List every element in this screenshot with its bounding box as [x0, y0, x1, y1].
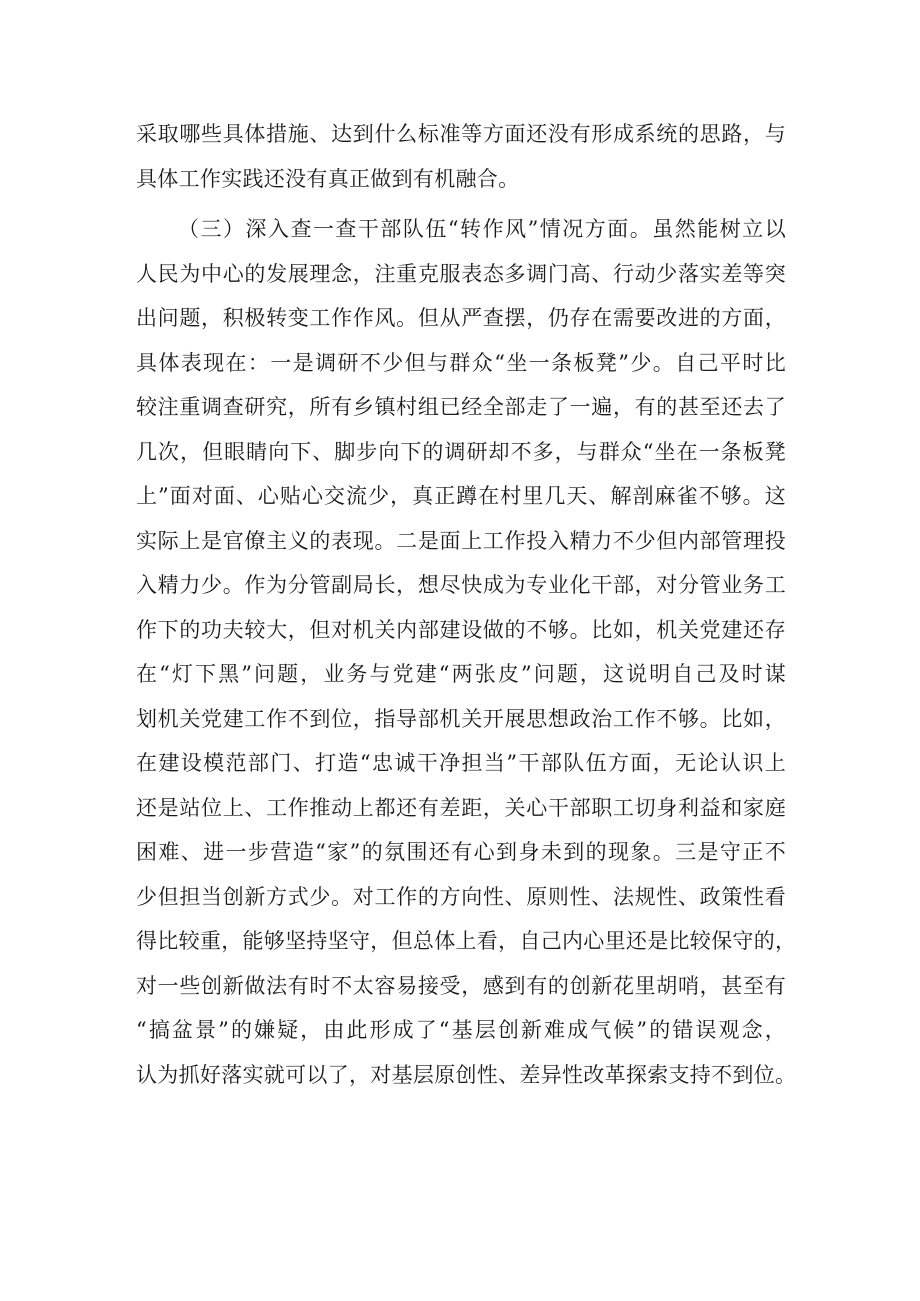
paragraph-line: 具体工作实践还没有真正做到有机融合。: [136, 166, 520, 191]
paragraph-line: 在“灯下黑”问题，业务与党建“两张皮”问题，这说明自己及时谋: [136, 662, 786, 686]
paragraph-line: 还是站位上、工作推动上都还有差距，关心干部职工切身利益和家庭: [136, 795, 786, 820]
paragraph-line: 具体表现在：一是调研不少但与群众“坐一条板凳”少。自己平时比: [136, 350, 786, 375]
paragraph-line: 作下的功夫较大，但对机关内部建设做的不够。比如，机关党建还存: [136, 617, 786, 642]
paragraph-continuation: [136, 112, 786, 201]
paragraph-line: 得比较重，能够坚持坚守，但总体上看，自己内心里还是比较保守的，: [136, 929, 797, 953]
paragraph-line: 认为抓好落实就可以了，对基层原创性、差异性改革探索支持不到位。: [136, 1062, 797, 1087]
paragraph-line: 入精力少。作为分管副局长，想尽快成为专业化干部，对分管业务工: [136, 573, 786, 597]
paragraph-line: 困难、进一步营造“家”的氛围还有心到身未到的现象。三是守正不: [136, 840, 786, 864]
paragraph-line: 较注重调查研究，所有乡镇村组已经全部走了一遍，有的甚至还去了: [136, 395, 786, 419]
paragraph-line: 实际上是官僚主义的表现。二是面上工作投入精力不少但内部管理投: [136, 528, 786, 553]
paragraph-line: “搞盆景”的嫌疑，由此形成了“基层创新难成气候”的错误观念，: [136, 1018, 786, 1042]
paragraph-line: 对一些创新做法有时不太容易接受，感到有的创新花里胡哨，甚至有: [136, 973, 786, 998]
paragraph-section-three: [136, 207, 797, 1097]
paragraph-line: 几次，但眼睛向下、脚步向下的调研却不多，与群众“坐在一条板凳: [136, 439, 786, 464]
paragraph-heading-line: （三）深入查一查干部队伍“转作风”情况方面。虽然能树立以: [178, 217, 786, 241]
paragraph-line: 少但担当创新方式少。对工作的方向性、原则性、法规性、政策性看: [136, 884, 786, 909]
paragraph-line: 采取哪些具体措施、达到什么标准等方面还没有形成系统的思路，与: [136, 122, 786, 146]
paragraph-line: 在建设模范部门、打造“忠诚干净担当”干部队伍方面，无论认识上: [136, 751, 786, 775]
paragraph-line: 划机关党建工作不到位，指导部机关开展思想政治工作不够。比如，: [136, 706, 786, 731]
paragraph-line: 出问题，积极转变工作作风。但从严查摆，仍存在需要改进的方面，: [136, 306, 786, 330]
paragraph-line: 上”面对面、心贴心交流少，真正蹲在村里几天、解剖麻雀不够。这: [136, 484, 786, 508]
paragraph-line: 人民为中心的发展理念，注重克服表态多调门高、行动少落实差等突: [136, 261, 786, 286]
